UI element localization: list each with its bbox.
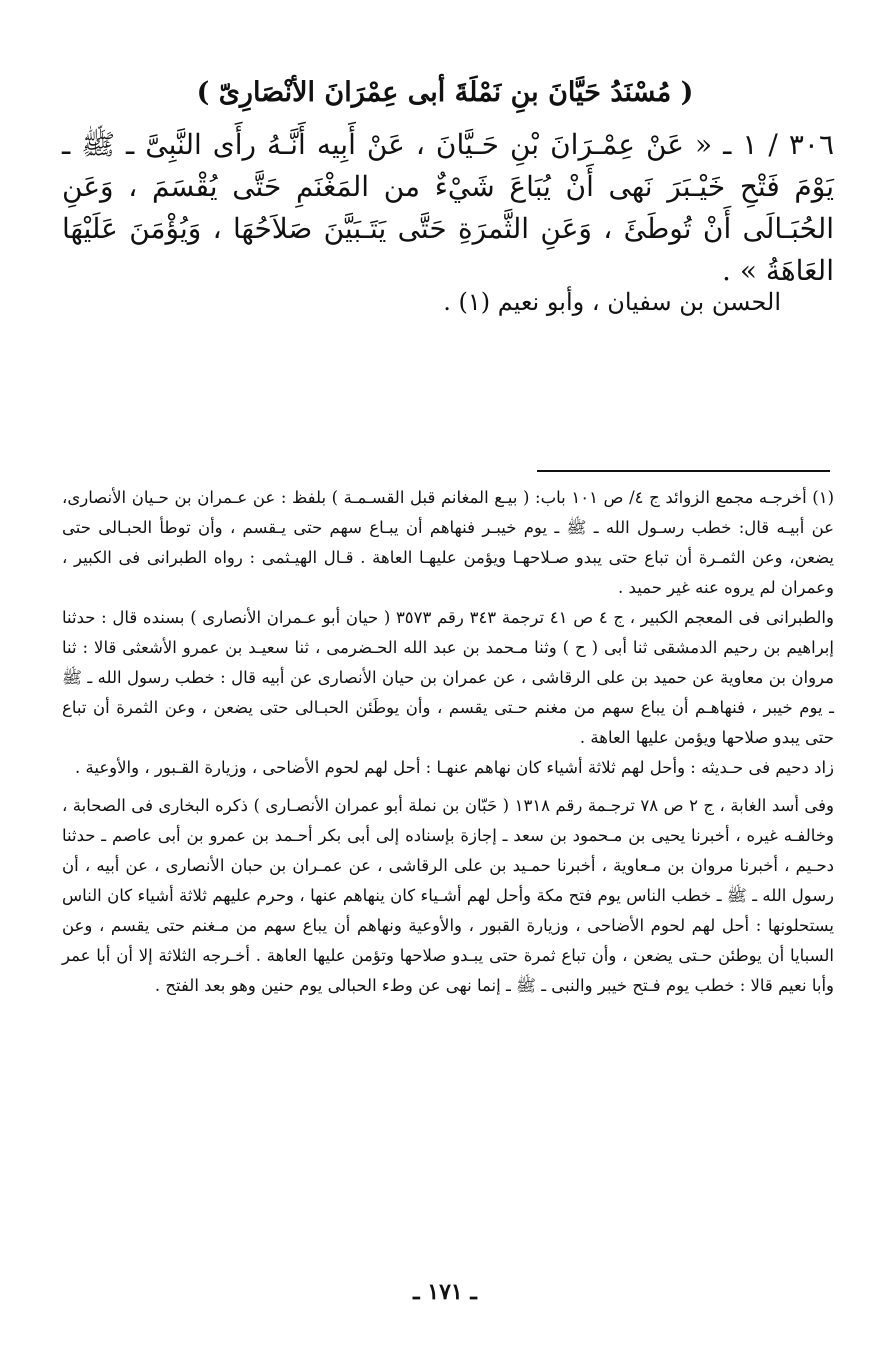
- footnotes: [62, 483, 834, 1001]
- footnote-paragraph: (١) أخرجـه مجمع الزوائد ج ٤/ ص ١٠١ باب: ( بيـع المغانم قبل القسـمـة ) بلفظ : عن عـمران بن حـيان الأنصارى، عن أبيـه قال: خطب رسـول الله ـ ﷺ ـ يوم خيبـر فنهاهم أن يبـاع سهم حتى يـقسم ، وأن توطأ الحبـالى حتى يضعن، وعن الثمـرة أن تباع حتى يبدو صـلاحهـا ويؤمن عليهـا العاهة . قـال الهيـثمى : رواه الطبرانى فى الكبير ، وعمران لم يروه عنه غير حميد .: [62, 488, 835, 597]
- hadith-block: [62, 124, 834, 292]
- footnote-paragraph: وفى أسد الغابة ، ج ٢ ص ٧٨ ترجـمة رقم ١٣١٨ ( حَبّان بن نملة أبو عمران الأنصـارى ) ذكره البخارى فى الصحابة ، وخالفـه غيره ، أخبرنا يحيى بن مـحمود بن سعد ـ إجازة بإسناده إلى أبى بكر أحـمد بن عمرو بن أبى عاصم ـ حدثنا دحـيم ، أخبرنا مروان بن مـعاوية ، أخبرنا حمـيد بن على الرقاشى ، عن عمـران بن حبان الأنصارى ، عن أبيه ، أن رسول الله ـ ﷺ ـ خطب الناس يوم فتح مكة وأحل لهم أشـياء كان ينهاهم عنها ، وحرم عليهم ثلاثة أشياء كان الناس يستحلونها : أحل لهم لحوم الأضاحى ، وزيارة القبور ، والأوعية ونهاهم أن يباع سهم من مـغنم حتى يقسم ، وعن السبايا أن يوطئن حـتى يضعن ، وأن تباع ثمرة حتى يبـدو صلاحها وتؤمن عليها العاهة . أخـرجه الثلاثة إلا أن أبا عمر وأبا نعيم قالا : خطب يوم فـتح خيبر والنبى ـ ﷺ ـ إنما نهى عن وطء الحبالى يوم حنين وهو بعد الفتح .: [62, 796, 834, 995]
- hadith-text: ٣٠٦ / ١ ـ « عَنْ عِمْـرَانَ بْنِ حَـيَّانَ ، عَنْ أَبِيه أَنَّـهُ رأَى النَّبِىَّ ـ ﷺ ـ يَوْمَ فَتْحِ خَيْـبَرَ نَهى أَنْ يُبَاعَ شَيْءٌ من المَغْنَمِ حَتَّى يُقْسَمَ ، وَعَنِ الحُبَـالَى أَنْ تُوطَئَ ، وَعَنِ الثَّمرَةِ حَتَّى يَتَـبَيَّنَ صَلاَحُهَا ، وَيُؤْمَنَ عَلَيْهَا العَاهَةُ » .: [62, 128, 834, 287]
- page-number: ـ ١٧١ ـ: [413, 1279, 477, 1305]
- footnote-paragraph: والطبرانى فى المعجم الكبير ، ج ٤ ص ٤١ ترجمة ٣٤٣ رقم ٣٥٧٣ ( حيان أبو عـمران الأنصارى ) بسنده قال : حدثنا إبراهيم بن رحيم الدمشقى ثنا أبى ( ح ) وثنا مـحمد بن عبد الله الحـضرمى ، ثنا سعيـد بن عمرو الأشعثى قالا : ثنا مروان بن معاوية عن حميد بن على الرقاشى ، عن عمران بن حيان الأنصارى عن أبيه قال : خطب رسول الله ـ ﷺ ـ يوم خيبر ، فنهاهـم أن يباع سهم من مغنم حـتى يقسم ، وأن يوطَئن الحبـالى حتى يضعن ، وعن الثمرة أن تباع حتى يبدو صلاحها ويؤمن عليها العاهة .: [62, 608, 834, 747]
- section-title: ( مُسْنَدُ حَيَّانَ بنِ نَمْلَةَ أبى عِمْرَانَ الأنْصَارِىّ ): [196, 77, 694, 108]
- footnote-divider: [537, 470, 830, 472]
- footnote-paragraph: زاد دحيم فى حـديثه : وأحل لهم ثلاثة أشياء كان نهاهم عنهـا : أحل لهم لحوم الأضاحى ، وزيارة القـبور ، والأوعية .: [75, 758, 834, 777]
- hadith-source: الحسن بن سفيان ، وأبو نعيم (١) .: [443, 288, 781, 316]
